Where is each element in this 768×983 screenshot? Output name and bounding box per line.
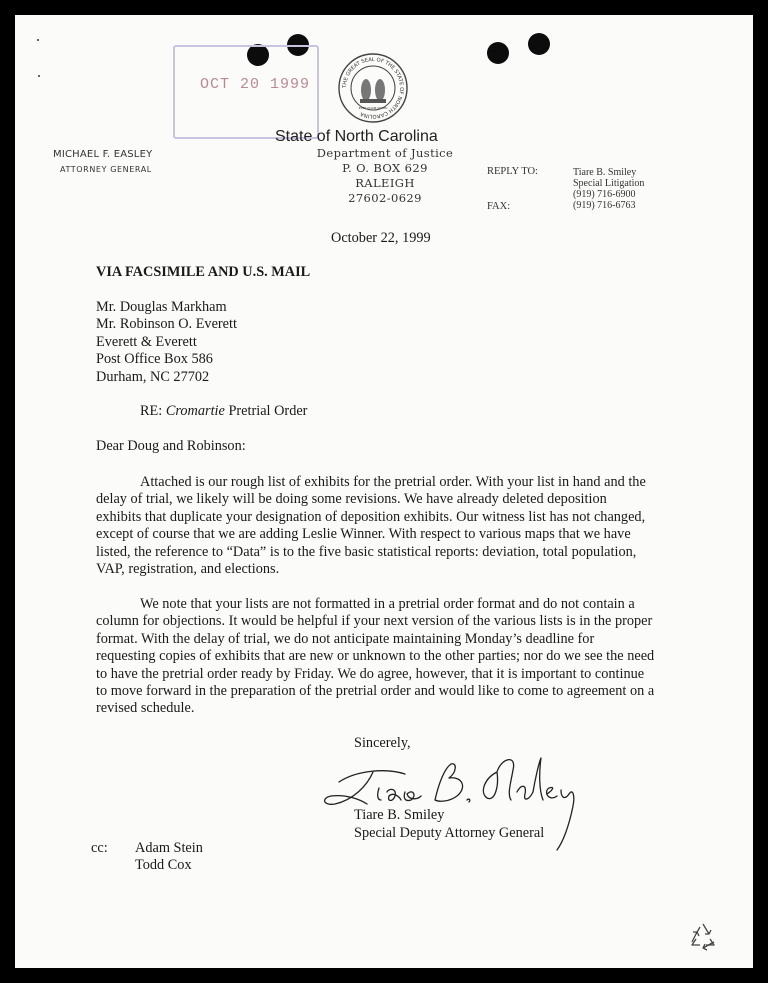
reply-division: Special Litigation — [573, 178, 645, 189]
paragraph-line: revised schedule. — [96, 700, 195, 717]
paragraph-line: to move forward in the preparation of the pretrial order and would like to come to agreement on a — [96, 683, 655, 700]
paragraph-line: VAP, registration, and elections. — [96, 561, 280, 578]
speck — [37, 39, 39, 41]
attorney-general-title: ATTORNEY GENERAL — [60, 165, 152, 174]
cc-label: cc: — [91, 840, 108, 856]
seal-motto: ESSE QUAM VIDERI — [358, 106, 388, 110]
paragraph-line: column for objections. It would be helpful if your next version of the various lists is in the proper — [96, 613, 653, 630]
stamp-date: OCT 20 1999 — [200, 76, 311, 93]
re-suffix: Pretrial Order — [224, 403, 308, 419]
fax-label: FAX: — [487, 201, 511, 212]
closing-sincerely: Sincerely, — [354, 735, 411, 751]
paragraph-line: listed, the reference to “Data” is to the five basic statistical reports: deviation, total population, — [96, 543, 637, 560]
re-case: Cromartie — [165, 403, 225, 419]
zip: 27602-0629 — [348, 191, 422, 205]
delivery-method: VIA FACSIMILE AND U.S. MAIL — [96, 264, 311, 280]
reply-name: Tiare B. Smiley — [573, 167, 637, 178]
city: RALEIGH — [355, 176, 415, 190]
re-line — [140, 403, 307, 420]
cc-list — [135, 840, 203, 875]
paragraph-line: delay of trial, we likely will be doing some revisions. We have already deleted deposition — [96, 491, 607, 508]
recipient-line: Mr. Douglas Markham — [96, 299, 227, 315]
reply-contact — [573, 167, 644, 211]
paragraph-line: We note that your lists are not formatted in a pretrial order format and do not contain a — [140, 596, 635, 612]
reply-to-label: REPLY TO: — [487, 166, 538, 177]
cc-name: Todd Cox — [135, 857, 192, 874]
recipient-block — [96, 299, 237, 386]
attorney-general-name: MICHAEL F. EASLEY — [53, 149, 153, 160]
paragraph-line: except of course that we are adding Leslie Winner. With respect to various maps that we have — [96, 526, 631, 543]
po-box: P. O. BOX 629 — [342, 161, 428, 175]
recipient-line: Post Office Box 586 — [96, 351, 213, 368]
reply-phone: (919) 716-6900 — [573, 189, 636, 200]
recycle-icon — [687, 920, 719, 952]
salutation: Dear Doug and Robinson: — [96, 438, 246, 454]
paragraph-line: Attached is our rough list of exhibits for the pretrial order. With your list in hand and the — [140, 474, 646, 490]
signer-title: Special Deputy Attorney General — [354, 825, 545, 841]
state-seal-icon — [338, 53, 408, 123]
speck — [38, 75, 40, 77]
recipient-line: Durham, NC 27702 — [96, 368, 210, 385]
signer-name: Tiare B. Smiley — [354, 807, 445, 823]
seal-text: THE GREAT SEAL OF THE STATE OF NORTH CAROLINA — [341, 56, 405, 120]
paragraph-line: requesting copies of exhibits that are new or unknown to the other parties; nor do we see the need — [96, 648, 655, 665]
body-paragraph — [96, 596, 671, 718]
paragraph-line: exhibits that duplicate your designation of deposition exhibits. Our witness list has not changed, — [96, 508, 646, 525]
department: Department of Justice — [316, 146, 454, 160]
re-prefix: RE: — [140, 403, 166, 419]
department-block — [290, 146, 480, 206]
punch-hole — [487, 42, 509, 64]
punch-hole — [528, 33, 550, 55]
cc-name: Adam Stein — [135, 840, 203, 856]
recipient-line: Everett & Everett — [96, 333, 197, 350]
paragraph-line: format. With the delay of trial, we do not anticipate maintaining Monday’s deadline for — [96, 630, 595, 647]
recipient-line: Mr. Robinson O. Everett — [96, 316, 237, 333]
paragraph-line: to have the pretrial order ready by Friday. We do agree, however, that it is important to continue — [96, 665, 645, 682]
body-paragraph — [96, 474, 671, 578]
agency-name: State of North Carolina — [275, 128, 438, 145]
reply-fax: (919) 716-6763 — [573, 200, 636, 211]
letter-page — [15, 15, 753, 968]
letter-date: October 22, 1999 — [331, 230, 431, 246]
